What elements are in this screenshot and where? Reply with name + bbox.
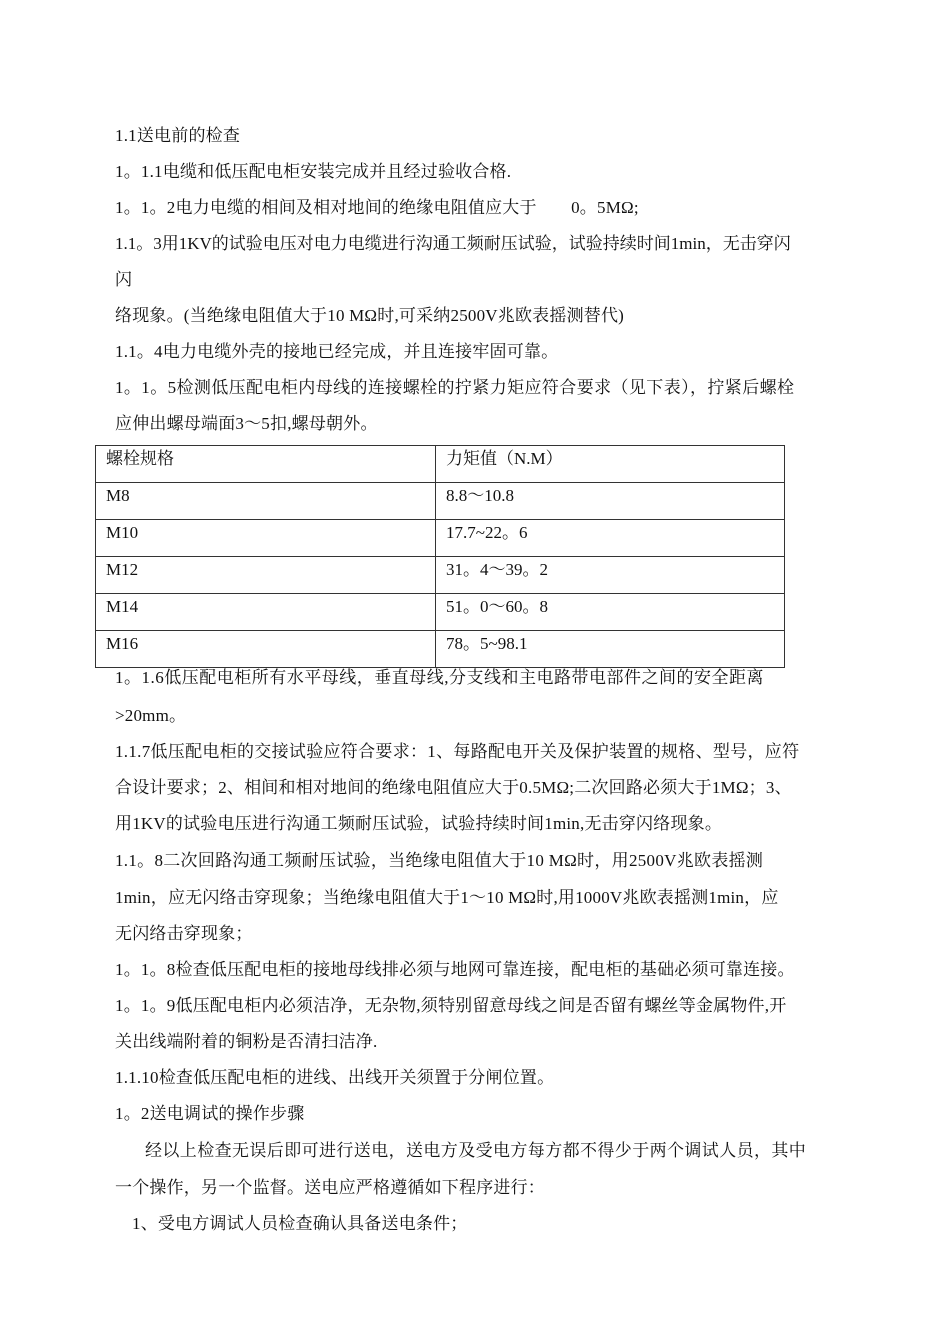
paragraph-line: 1。1。5检测低压配电柜内母线的连接螺栓的拧紧力矩应符合要求（见下表），拧紧后螺栓	[115, 378, 795, 397]
paragraph-line: 关出线端附着的铜粉是否清扫洁净.	[115, 1032, 378, 1051]
section-heading-1-1: 1.1送电前的检查	[115, 126, 241, 145]
paragraph-line: 1.1。3用1KV的试验电压对电力电缆进行沟通工频耐压试验，试验持续时间1min，无击穿闪	[115, 234, 791, 253]
table-header-cell: 力矩值（N.M）	[436, 446, 785, 483]
table-header-row	[96, 446, 785, 483]
table-row	[96, 557, 785, 594]
paragraph-line: 1。1。2电力电缆的相间及相对地间的绝缘电阻值应大于 0。5MΩ;	[115, 198, 639, 217]
table-cell: M16	[96, 631, 436, 668]
table-row	[96, 631, 785, 668]
table-cell: M10	[96, 520, 436, 557]
paragraph-line: 1.1。8二次回路沟通工频耐压试验，当绝缘电阻值大于10 MΩ时，用2500V兆欧表摇测	[115, 851, 764, 870]
table-cell: 31。4～39。2	[436, 557, 785, 594]
table-row	[96, 483, 785, 520]
paragraph-line: 1。1。9低压配电柜内必须洁净，无杂物,须特别留意母线之间是否留有螺丝等金属物件,开	[115, 996, 787, 1015]
table-cell: 17.7~22。6	[436, 520, 785, 557]
paragraph-line: 1.1.7低压配电柜的交接试验应符合要求：1、每路配电开关及保护装置的规格、型号，应符	[115, 742, 800, 761]
paragraph-line: 一个操作，另一个监督。送电应严格遵循如下程序进行：	[115, 1178, 545, 1197]
paragraph-line: 用1KV的试验电压进行沟通工频耐压试验，试验持续时间1min,无击穿闪络现象。	[115, 814, 723, 833]
paragraph-line: 1min，应无闪络击穿现象；当绝缘电阻值大于1～10 MΩ时,用1000V兆欧表摇测1min，应	[115, 888, 779, 907]
list-item: 1、受电方调试人员检查确认具备送电条件；	[132, 1214, 468, 1233]
section-heading-1-2: 1。2送电调试的操作步骤	[115, 1104, 305, 1123]
paragraph-line: 1。1.6低压配电柜所有水平母线，垂直母线,分支线和主电路带电部件之间的安全距离	[115, 668, 764, 687]
paragraph-line: 闪	[115, 270, 133, 289]
table-header-cell: 螺栓规格	[96, 446, 436, 483]
table-row	[96, 594, 785, 631]
bolt-torque-table	[95, 445, 785, 668]
table-cell: M14	[96, 594, 436, 631]
table-cell: M12	[96, 557, 436, 594]
paragraph-line: 合设计要求；2、相间和相对地间的绝缘电阻值应大于0.5MΩ;二次回路必须大于1MΩ；3、	[115, 778, 792, 797]
paragraph-line: 1。1。8检查低压配电柜的接地母线排必须与地网可靠连接，配电柜的基础必须可靠连接。	[115, 960, 795, 979]
paragraph-line: >20mm。	[115, 706, 187, 725]
table-row	[96, 520, 785, 557]
paragraph-line: 络现象。(当绝缘电阻值大于10 MΩ时,可采纳2500V兆欧表摇测替代)	[115, 306, 625, 325]
paragraph-line: 应伸出螺母端面3～5扣,螺母朝外。	[115, 414, 378, 433]
paragraph-line: 1。1.1电缆和低压配电柜安装完成并且经过验收合格.	[115, 162, 512, 181]
paragraph-line: 1.1.10检查低压配电柜的进线、出线开关须置于分闸位置。	[115, 1068, 555, 1087]
paragraph-line: 无闪络击穿现象；	[115, 924, 253, 943]
paragraph-line: 经以上检查无误后即可进行送电，送电方及受电方每方都不得少于两个调试人员，其中	[145, 1141, 807, 1160]
table-cell: 8.8～10.8	[436, 483, 785, 520]
table-cell: 51。0～60。8	[436, 594, 785, 631]
paragraph-line: 1.1。4电力电缆外壳的接地已经完成，并且连接牢固可靠。	[115, 342, 559, 361]
table-cell: M8	[96, 483, 436, 520]
table-cell: 78。5~98.1	[436, 631, 785, 668]
